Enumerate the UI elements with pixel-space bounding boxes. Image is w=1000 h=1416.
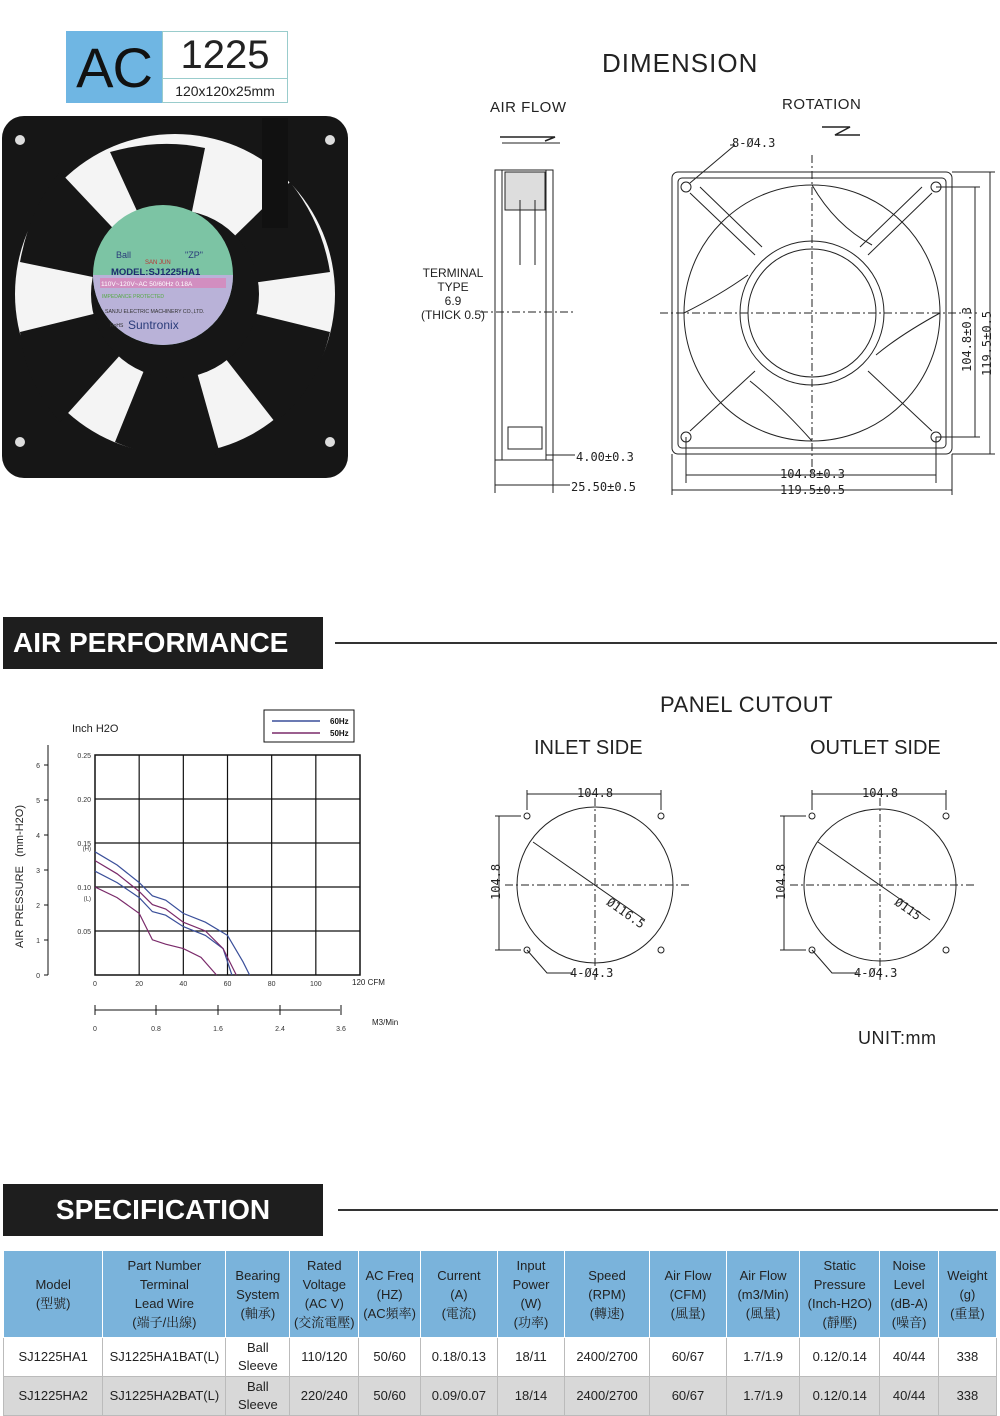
fan-label-maker: SANJU ELECTRIC MACHINERY CO.,LTD.: [105, 309, 205, 315]
table-header-cell: [649, 1251, 726, 1338]
table-cell: 50/60: [359, 1377, 421, 1416]
header-line: (HZ): [376, 1286, 403, 1302]
chart-xunit-cfm: 120 CFM: [352, 978, 385, 987]
inlet-pitch-h: 104.8: [577, 786, 614, 800]
header-line: Rated: [306, 1258, 342, 1273]
header-line: (AC頻率): [363, 1305, 416, 1321]
terminal-line: TYPE: [437, 280, 469, 294]
header-line: Static: [823, 1258, 857, 1273]
table-cell: 60/67: [649, 1377, 726, 1416]
table-cell: 40/44: [880, 1377, 938, 1416]
header-line: (m3/Min): [737, 1286, 789, 1302]
fan-photo: [0, 112, 352, 484]
outlet-pitch-v: 104.8: [774, 863, 788, 900]
header-line: (AC V): [304, 1296, 344, 1311]
header-line: Model: [35, 1277, 71, 1292]
air-performance-rule: [335, 642, 997, 644]
header-line: Noise: [892, 1258, 926, 1273]
table-header-cell: [420, 1251, 497, 1338]
table-cell: SJ1225HA1: [4, 1338, 103, 1377]
header-line: (RPM): [588, 1286, 626, 1302]
table-row: [4, 1338, 997, 1377]
header-line: Bearing: [235, 1267, 281, 1283]
y-tick-label-mm: 0: [36, 973, 40, 980]
table-header-row: [4, 1251, 997, 1338]
table-cell: SJ1225HA2BAT(L): [103, 1377, 226, 1416]
fan-label-model: MODEL:SJ1225HA1: [111, 267, 201, 278]
legend-label: 60Hz: [330, 717, 349, 726]
fan-label-rohs: RoHS: [110, 323, 124, 329]
chart-ylabel-inch: Inch H2O: [72, 723, 119, 735]
specification-table: [3, 1250, 997, 1416]
table-cell: 2400/2700: [565, 1377, 650, 1416]
table-header-cell: [880, 1251, 938, 1338]
header-line: Voltage: [302, 1277, 346, 1292]
side-view: [480, 170, 575, 493]
badge-ac: AC: [66, 31, 162, 103]
table-header-cell: [727, 1251, 800, 1338]
specification-rule: [338, 1209, 998, 1211]
inlet-pitch-v: 104.8: [489, 863, 503, 900]
chart-ylabel: AIR PRESSURE (mm-H2O): [14, 804, 26, 948]
x-tick-label-cfm: 0: [93, 981, 97, 988]
header-line: (dB-A): [890, 1296, 928, 1311]
rotation-label: ROTATION: [782, 96, 862, 113]
y-tick-label-inch: 0.15: [77, 841, 91, 848]
hole-pitch-h-label: 104.8±0.3: [780, 467, 846, 481]
air-flow-label: AIR FLOW: [490, 99, 567, 116]
header-line: (噪音): [891, 1315, 927, 1330]
terminal-line: 6.9: [444, 294, 462, 308]
table-cell: Ball Sleeve: [226, 1338, 290, 1377]
header-line: Lead Wire: [134, 1296, 194, 1311]
table-row: [4, 1377, 997, 1416]
table-cell: SJ1225HA2: [4, 1377, 103, 1416]
fan-label-suntronix: Suntronix: [128, 318, 179, 332]
y-tick-label-mm: 5: [36, 798, 40, 805]
x-tick-label-cfm: 40: [179, 981, 188, 988]
fan-label-zp: "ZP": [185, 250, 203, 260]
header-line: (型號): [35, 1296, 71, 1311]
fan-label-brand: SAN JUN: [145, 260, 171, 266]
table-cell: 2400/2700: [565, 1338, 650, 1377]
unit-label: UNIT:mm: [858, 1028, 937, 1048]
header-line: (風量): [670, 1305, 706, 1321]
width-v-label: 119.5±0.5: [980, 310, 994, 376]
table-header-cell: [359, 1251, 421, 1338]
header-line: AC Freq: [365, 1267, 414, 1283]
panel-cutout-title: PANEL CUTOUT: [660, 692, 834, 717]
header-line: Part Number: [127, 1258, 202, 1273]
model-badge: [66, 31, 288, 103]
table-cell: 220/240: [290, 1377, 359, 1416]
header-line: Air Flow: [664, 1267, 712, 1283]
table-cell: 110/120: [290, 1338, 359, 1377]
y-tick-label-inch: 0.25: [77, 753, 91, 760]
inlet-cutout: [495, 790, 690, 980]
y-tick-label-mm: 3: [36, 868, 40, 875]
x-tick-label-m3: 3.6: [336, 1026, 346, 1033]
rotation-arrow: [822, 127, 860, 135]
badge-model-number: 1225: [162, 31, 288, 79]
x-tick-label-cfm: 80: [267, 981, 276, 988]
h-tag: (H): [82, 846, 91, 853]
fan-label-rating: 110V~120V~AC 50/60Hz 0.18A: [101, 281, 193, 288]
table-cell: 338: [938, 1377, 996, 1416]
table-cell: 0.18/0.13: [420, 1338, 497, 1377]
table-header-cell: [497, 1251, 564, 1338]
fan-label-impedance: IMPEDANCE PROTECTED: [102, 294, 164, 300]
header-line: Speed: [588, 1267, 626, 1283]
table-cell: SJ1225HA1BAT(L): [103, 1338, 226, 1377]
header-line: (轉速): [589, 1305, 625, 1321]
table-cell: 0.12/0.14: [800, 1338, 880, 1377]
inlet-side-label: INLET SIDE: [534, 737, 643, 759]
chart-xunit-m3: M3/Min: [372, 1018, 399, 1027]
header-line: Weight: [947, 1267, 988, 1283]
header-line: (靜壓): [822, 1315, 858, 1330]
header-line: (重量): [950, 1305, 985, 1321]
table-cell: Ball Sleeve: [226, 1377, 290, 1416]
outlet-diameter: Ø115: [891, 895, 924, 924]
panel-cutout-drawing: [485, 780, 985, 990]
dimension-drawing: [480, 115, 1000, 500]
y-tick-label-inch: 0.20: [77, 797, 91, 804]
header-line: (CFM): [669, 1286, 707, 1302]
x-tick-label-cfm: 100: [309, 981, 322, 988]
outlet-holes: 4-Ø4.3: [854, 966, 898, 980]
y-tick-label-inch: 0.10: [77, 885, 91, 892]
air-performance-chart: [0, 705, 420, 1040]
table-cell: 1.7/1.9: [727, 1377, 800, 1416]
header-line: (W): [520, 1296, 542, 1311]
air-flow-arrow: [500, 137, 555, 141]
header-line: Current: [437, 1267, 481, 1283]
table-cell: 1.7/1.9: [727, 1338, 800, 1377]
table-cell: 18/11: [497, 1338, 564, 1377]
x-tick-label-cfm: 20: [135, 981, 144, 988]
header-line: Terminal: [139, 1277, 189, 1292]
table-cell: 338: [938, 1338, 996, 1377]
terminal-line: (THICK 0.5): [420, 308, 485, 322]
l-tag: (L): [83, 896, 91, 903]
y-tick-label-mm: 4: [36, 833, 40, 840]
fan-label-ball: Ball: [116, 250, 132, 260]
flange-depth-label: 4.00±0.3: [576, 450, 634, 464]
header-line: (A): [450, 1286, 468, 1302]
y-tick-label-mm: 1: [36, 938, 40, 945]
width-h-label: 119.5±0.5: [780, 483, 846, 497]
badge-size: 120x120x25mm: [162, 79, 288, 103]
table-header-cell: [565, 1251, 650, 1338]
header-line: (軸承): [240, 1305, 276, 1321]
x-tick-label-m3: 2.4: [275, 1026, 285, 1033]
hole-pitch-v-label: 104.8±0.3: [960, 306, 974, 372]
mounting-holes-label: 8-Ø4.3: [732, 136, 776, 150]
table-cell: 50/60: [359, 1338, 421, 1377]
inlet-holes: 4-Ø4.3: [570, 966, 614, 980]
outlet-side-label: OUTLET SIDE: [810, 737, 941, 759]
header-line: (電流): [441, 1305, 477, 1321]
table-header-cell: [226, 1251, 290, 1338]
legend-label: 50Hz: [330, 729, 349, 738]
header-line: (g): [959, 1286, 976, 1302]
air-performance-banner: AIR PERFORMANCE: [3, 617, 323, 669]
header-line: Power: [512, 1277, 550, 1292]
y-tick-label-mm: 6: [36, 763, 40, 770]
header-line: (風量): [745, 1305, 781, 1321]
y-tick-label-mm: 2: [36, 903, 40, 910]
x-tick-label-cfm: 60: [223, 981, 232, 988]
header-line: (功率): [513, 1315, 549, 1330]
header-line: Pressure: [813, 1277, 866, 1292]
table-header-cell: [4, 1251, 103, 1338]
header-line: Level: [893, 1277, 925, 1292]
header-line: (Inch-H2O): [807, 1296, 872, 1311]
table-cell: 18/14: [497, 1377, 564, 1416]
header-line: Input: [516, 1258, 546, 1273]
front-view: [660, 145, 995, 495]
table-cell: 40/44: [880, 1338, 938, 1377]
table-header-cell: [103, 1251, 226, 1338]
table-cell: 0.09/0.07: [420, 1377, 497, 1416]
specification-banner: SPECIFICATION: [3, 1184, 323, 1236]
total-depth-label: 25.50±0.5: [571, 480, 637, 494]
dimension-title: DIMENSION: [602, 48, 759, 78]
inlet-diameter: Ø116.5: [603, 895, 648, 932]
table-cell: 0.12/0.14: [800, 1377, 880, 1416]
x-tick-label-m3: 1.6: [213, 1026, 223, 1033]
y-tick-label-inch: 0.05: [77, 929, 91, 936]
outlet-cutout: [780, 790, 975, 980]
table-header-cell: [800, 1251, 880, 1338]
header-line: (交流電壓): [293, 1315, 355, 1330]
table-header-cell: [290, 1251, 359, 1338]
outlet-pitch-h: 104.8: [862, 786, 899, 800]
table-cell: 60/67: [649, 1338, 726, 1377]
header-line: (端子/出線): [132, 1315, 197, 1330]
terminal-line: TERMINAL: [422, 266, 484, 280]
header-line: System: [236, 1286, 280, 1302]
table-header-cell: [938, 1251, 996, 1338]
series-line: [95, 861, 236, 975]
x-tick-label-m3: 0: [93, 1026, 97, 1033]
header-line: Air Flow: [739, 1267, 787, 1283]
x-tick-label-m3: 0.8: [151, 1026, 161, 1033]
